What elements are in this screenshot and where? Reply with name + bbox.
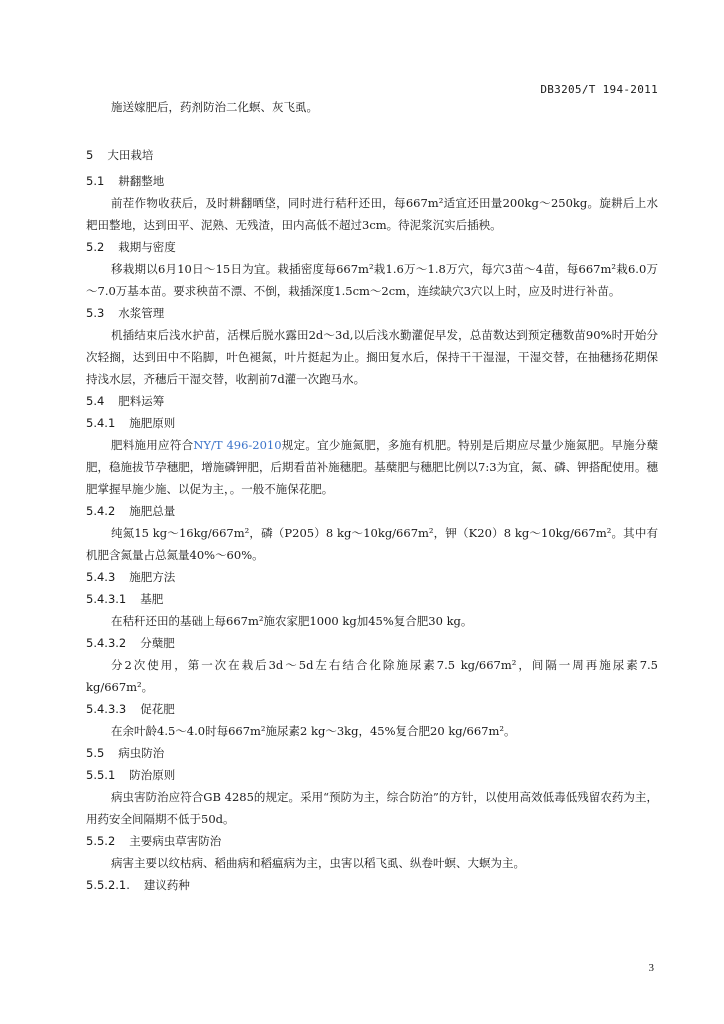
section-title: 基肥 bbox=[140, 592, 164, 606]
section-number: 5.4 bbox=[86, 394, 105, 408]
section-title: 建议药种 bbox=[143, 878, 190, 892]
section-5-4-1-heading bbox=[86, 412, 658, 434]
section-title: 分蘖肥 bbox=[140, 636, 175, 650]
section-5-4-3-heading bbox=[86, 566, 658, 588]
section-title: 施肥总量 bbox=[129, 504, 176, 518]
section-title: 肥料运筹 bbox=[118, 394, 165, 408]
section-number: 5.4.3.3 bbox=[86, 702, 127, 716]
section-5-5-2-paragraph: 病害主要以纹枯病、稻曲病和稻瘟病为主，虫害以稻飞虱、纵卷叶螟、大螟为主。 bbox=[111, 856, 525, 870]
section-title: 促花肥 bbox=[140, 702, 175, 716]
section-number: 5.5.2 bbox=[86, 834, 116, 848]
section-5-3-paragraph: 机插结束后浅水护苗，活棵后脱水露田2d～3d,以后浅水勤灌促早发，总苗数达到预定穗数苗90%时开始分次轻搁，达到田中不陷脚，叶色褪氮，叶片挺起为止。搁田复水后，保持干干湿湿，干湿交替，在抽穗扬花期保持浅水层，齐穗后干湿交替，收割前7d灌一次跑马水。 bbox=[86, 328, 658, 386]
section-5-4-2-heading bbox=[86, 500, 658, 522]
section-5-2-heading bbox=[86, 236, 658, 258]
section-title: 水浆管理 bbox=[118, 306, 165, 320]
paragraph-text: 规定。宜少施氮肥，多施有机肥。特别是后期应尽量少施氮肥。早施分蘖肥，稳施拔节孕穗肥，增施磷钾肥，后期看苗补施穗肥。基蘖肥与穗肥比例以7:3为宜，氮、磷、钾搭配使用。穗肥掌握早施少施、以促为主，。一般不施保花肥。 bbox=[86, 438, 658, 496]
section-number: 5.2 bbox=[86, 240, 105, 254]
section-title: 大田栽培 bbox=[107, 148, 154, 162]
section-title: 栽期与密度 bbox=[118, 240, 176, 254]
section-5-3-heading bbox=[86, 302, 658, 324]
section-number: 5.5.1 bbox=[86, 768, 116, 782]
section-5-2-paragraph: 移栽期以6月10日～15日为宜。栽插密度每667m²栽1.6万～1.8万穴，每穴3苗～4苗，每667m²栽6.0万～7.0万基本苗。要求秧苗不漂、不倒，栽插深度1.5cm～2cm，连续缺穴3穴以上时，应及时进行补苗。 bbox=[86, 262, 658, 298]
paragraph-text: 肥料施用应符合 bbox=[111, 438, 194, 452]
section-number: 5 bbox=[86, 148, 94, 162]
section-5-5-1-paragraph: 病虫害防治应符合GB 4285的规定。采用“预防为主，综合防治”的方针，以使用高效低毒低残留农药为主，用药安全间隔期不低于50d。 bbox=[86, 790, 658, 826]
standard-link[interactable]: NY/T 496-2010 bbox=[193, 438, 282, 452]
section-number: 5.4.3.2 bbox=[86, 636, 127, 650]
section-number: 5.4.1 bbox=[86, 416, 116, 430]
section-number: 5.4.3.1 bbox=[86, 592, 127, 606]
section-title: 防治原则 bbox=[129, 768, 176, 782]
section-number: 5.5 bbox=[86, 746, 105, 760]
section-5-4-heading bbox=[86, 390, 658, 412]
section-5-4-1-paragraph bbox=[86, 434, 658, 500]
section-5-heading bbox=[86, 144, 658, 166]
document-id: DB3205/T 194-2011 bbox=[540, 83, 658, 96]
section-5-4-3-2-paragraph: 分2次使用，第一次在栽后3d～5d左右结合化除施尿素7.5 kg/667m²，间隔一周再施尿素7.5 kg/667m²。 bbox=[86, 658, 658, 694]
section-number: 5.1 bbox=[86, 174, 105, 188]
section-5-4-3-1-paragraph: 在秸秆还田的基础上每667m²施农家肥1000 kg加45%复合肥30 kg。 bbox=[111, 614, 473, 628]
section-5-5-heading bbox=[86, 742, 658, 764]
section-title: 施肥方法 bbox=[129, 570, 176, 584]
section-5-4-2-paragraph: 纯氮15 kg～16kg/667m²，磷（P205）8 kg～10kg/667m²，钾（K20）8 kg～10kg/667m²。其中有机肥含氮量占总氮量40%～60%。 bbox=[86, 526, 658, 562]
section-5-5-2-1-heading bbox=[86, 874, 658, 896]
section-number: 5.3 bbox=[86, 306, 105, 320]
section-5-1-paragraph: 前茬作物收获后，及时耕翻晒垡，同时进行秸秆还田，每667m²适宜还田量200kg～250kg。旋耕后上水耙田整地，达到田平、泥熟、无残渣，田内高低不超过3cm。待泥浆沉实后插秧。 bbox=[86, 196, 658, 232]
page-body bbox=[86, 96, 658, 896]
section-5-4-3-2-heading bbox=[86, 632, 658, 654]
page-number: 3 bbox=[648, 962, 654, 974]
section-title: 耕翻整地 bbox=[118, 174, 165, 188]
section-5-4-3-1-heading bbox=[86, 588, 658, 610]
section-number: 5.4.3 bbox=[86, 570, 116, 584]
section-number: 5.4.2 bbox=[86, 504, 116, 518]
section-5-1-heading bbox=[86, 170, 658, 192]
section-5-5-1-heading bbox=[86, 764, 658, 786]
section-5-5-2-heading bbox=[86, 830, 658, 852]
section-5-4-3-3-heading bbox=[86, 698, 658, 720]
section-title: 主要病虫草害防治 bbox=[129, 834, 222, 848]
intro-paragraph: 施送嫁肥后，药剂防治二化螟、灰飞虱。 bbox=[111, 100, 318, 114]
section-title: 病虫防治 bbox=[118, 746, 165, 760]
section-title: 施肥原则 bbox=[129, 416, 176, 430]
section-number: 5.5.2.1. bbox=[86, 878, 130, 892]
section-5-4-3-3-paragraph: 在余叶龄4.5～4.0时每667m²施尿素2 kg～3kg，45%复合肥20 kg/667m²。 bbox=[111, 724, 516, 738]
